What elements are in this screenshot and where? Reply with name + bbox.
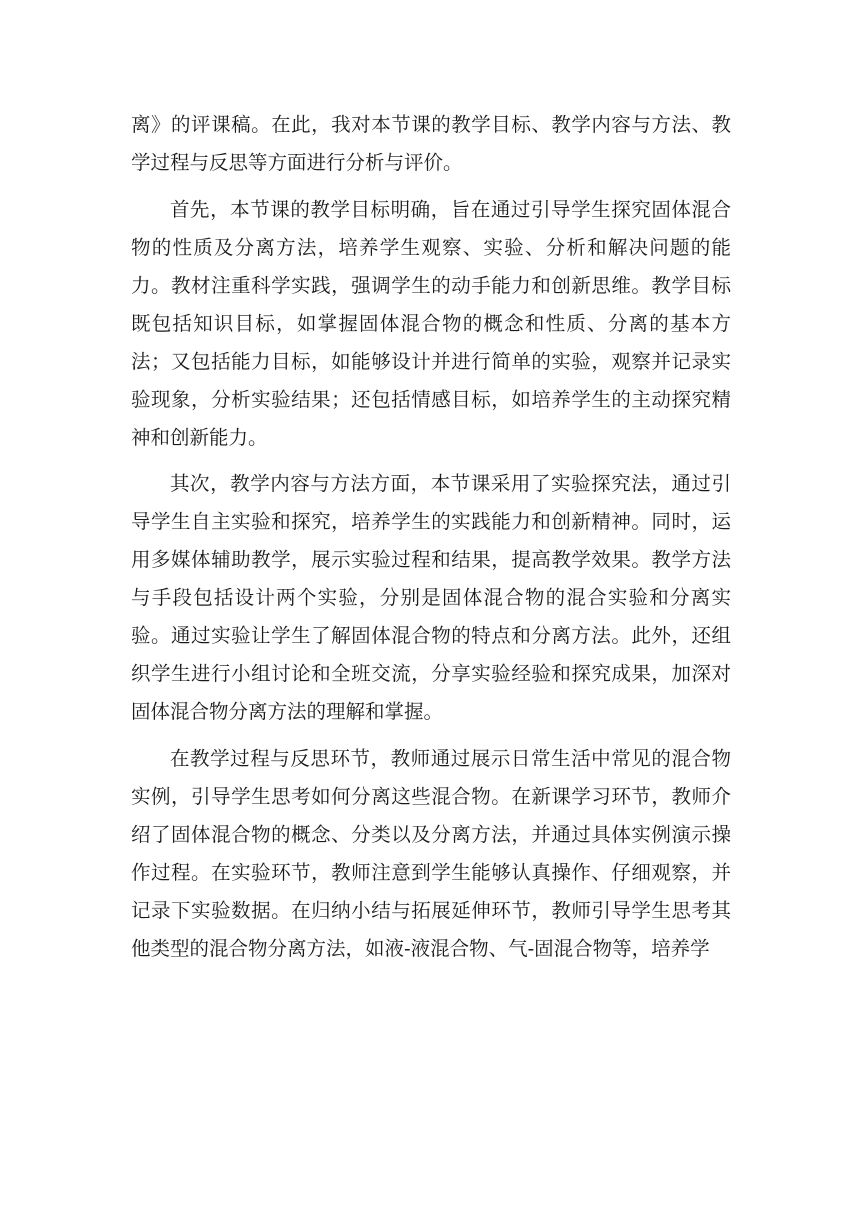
paragraph-process-reflection: 在教学过程与反思环节，教师通过展示日常生活中常见的混合物实例，引导学生思考如何分离这些混合物。在新课学习环节，教师介绍了固体混合物的概念、分类以及分离方法，并通过具体实例演示操作过程。在实验环节，教师注意到学生能够认真操作、仔细观察，并记录下实验数据。在归纳小结与拓展延伸环节，教师引导学生思考其他类型的混合物分离方法，如液-液混合物、气-固混合物等，培养学 [131, 746, 731, 960]
document-body [131, 106, 731, 968]
paragraph-intro: 离》的评课稿。在此，我对本节课的教学目标、教学内容与方法、教学过程与反思等方面进行分析与评价。 [131, 113, 731, 174]
paragraph-teaching-goals: 首先，本节课的教学目标明确，旨在通过引导学生探究固体混合物的性质及分离方法，培养学生观察、实验、分析和解决问题的能力。教材注重科学实践，强调学生的动手能力和创新思维。教学目标既包括知识目标，如掌握固体混合物的概念和性质、分离的基本方法；又包括能力目标，如能够设计并进行简单的实验，观察并记录实验现象，分析实验结果；还包括情感目标，如培养学生的主动探究精神和创新能力。 [131, 197, 731, 449]
paragraph-content-methods: 其次，教学内容与方法方面，本节课采用了实验探究法，通过引导学生自主实验和探究，培养学生的实践能力和创新精神。同时，运用多媒体辅助教学，展示实验过程和结果，提高教学效果。教学方法与手段包括设计两个实验，分别是固体混合物的混合实验和分离实验。通过实验让学生了解固体混合物的特点和分离方法。此外，还组织学生进行小组讨论和全班交流，分享实验经验和探究成果，加深对固体混合物分离方法的理解和掌握。 [131, 472, 731, 724]
